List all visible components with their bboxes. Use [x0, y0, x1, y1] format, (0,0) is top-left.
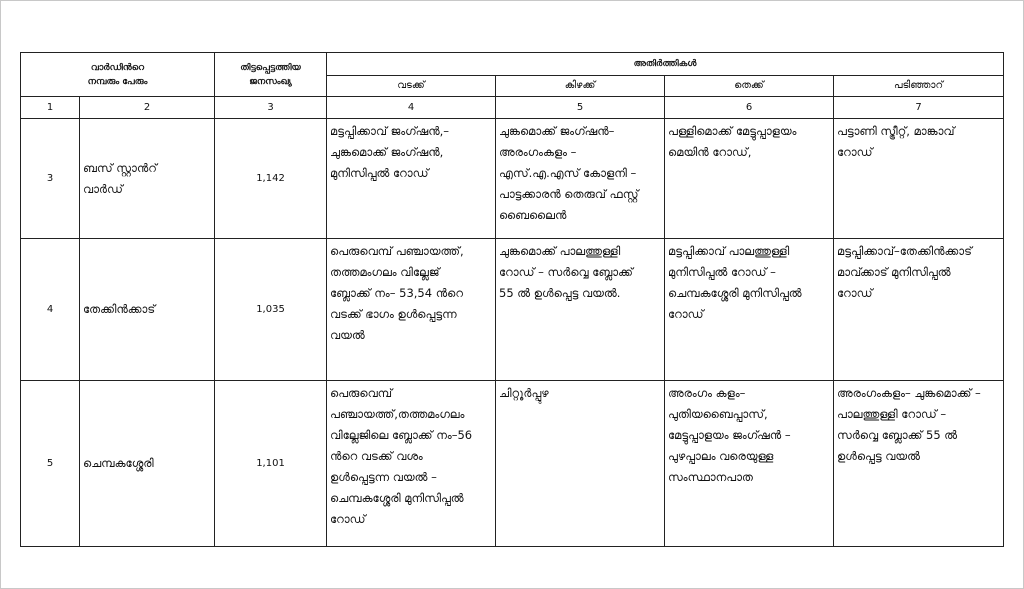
column-number: 2	[80, 97, 215, 119]
east-boundary: ചുങ്കമൊക്ക് ജംഗ്ഷൻ– അരംഗംകളം – എസ്.എ.എസ് കോളനി – പാട്ടക്കാരൻ തെരുവ് ഫസ്റ്റ് ബൈലൈൻ	[496, 119, 665, 239]
east-boundary: ചുങ്കമൊക്ക് പാലത്തുള്ളി റോഡ് – സർവ്വെ ബ്ലോക്ക് 55 ൽ ഉൾപ്പെട്ട വയൽ.	[496, 239, 665, 381]
south-boundary: പള്ളിമൊക്ക് മേട്ടുപ്പാളയം മെയിൻ റോഡ്,	[665, 119, 834, 239]
ward-name: ബസ് സ്റ്റാൻറ് വാർഡ്	[80, 119, 215, 239]
east-boundary: ചിറ്റൂർപ്പുഴ	[496, 381, 665, 547]
column-number: 3	[215, 97, 327, 119]
ward-name: തേക്കിൻക്കാട്	[80, 239, 215, 381]
table-row	[21, 381, 1004, 547]
ward-number: 3	[21, 119, 80, 239]
west-boundary: അരംഗംകളം– ചുങ്കമൊക്ക് – പാലത്തുള്ളി റോഡ് – സർവ്വെ ബ്ലോക്ക് 55 ൽ ഉൾപ്പെട്ട വയൽ	[834, 381, 1004, 547]
ward-number: 4	[21, 239, 80, 381]
header-boundaries: അതിർത്തികൾ	[327, 53, 1004, 76]
ward-name: ചെമ്പകശ്ശേരി	[80, 381, 215, 547]
header-north: വടക്ക്	[327, 76, 496, 97]
table-row	[21, 239, 1004, 381]
header-population: തിട്ടപ്പെട്ടത്തിയ ജനസംഖ്യ	[215, 53, 327, 97]
north-boundary: പെരുവെമ്പ് പഞ്ചായത്ത്, തത്തമംഗലം വില്ലേജ് ബ്ലോക്ക് നം– 53,54 ൻറെ വടക്ക് ഭാഗം ഉൾപ്പെട്ടന്ന വയൽ	[327, 239, 496, 381]
column-number-row	[21, 97, 1004, 119]
header-east: കിഴക്ക്	[496, 76, 665, 97]
column-number: 7	[834, 97, 1004, 119]
ward-boundaries-table	[20, 52, 1004, 547]
north-boundary: മട്ടപ്പിക്കാവ് ജംഗ്ഷൻ,– ചുങ്കമൊക്ക് ജംഗ്ഷൻ, മുനിസിപ്പൽ റോഡ്	[327, 119, 496, 239]
west-boundary: മട്ടപ്പിക്കാവ്–തേക്കിൻക്കാട് മാവ്ക്കാട് മുനിസിപ്പൽ റോഡ്	[834, 239, 1004, 381]
north-boundary: പെരുവെമ്പ് പഞ്ചായത്ത്,തത്തമംഗലം വില്ലേജിലെ ബ്ലോക്ക് നം–56 ൻറെ വടക്ക് വശം ഉൾപ്പെട്ടന്ന വയൽ – ചെമ്പകശ്ശേരി മുനിസിപ്പൽ റോഡ്	[327, 381, 496, 547]
header-ward-name-number: വാർഡിൻറെ നമ്പരും പേരും	[21, 53, 215, 97]
header-south: തെക്ക്	[665, 76, 834, 97]
column-number: 4	[327, 97, 496, 119]
ward-population: 1,035	[215, 239, 327, 381]
column-number: 6	[665, 97, 834, 119]
column-number: 5	[496, 97, 665, 119]
ward-population: 1,142	[215, 119, 327, 239]
south-boundary: മട്ടപ്പിക്കാവ് പാലത്തുള്ളി മുനിസിപ്പൽ റോഡ് – ചെമ്പകശ്ശേരി മുനിസിപ്പൽ റോഡ്	[665, 239, 834, 381]
ward-number: 5	[21, 381, 80, 547]
header-west: പടിഞ്ഞാറ്	[834, 76, 1004, 97]
ward-population: 1,101	[215, 381, 327, 547]
west-boundary: പട്ടാണി സ്ട്രീറ്റ്, മാങ്കാവ് റോഡ്	[834, 119, 1004, 239]
column-number: 1	[21, 97, 80, 119]
table-row	[21, 119, 1004, 239]
south-boundary: അരംഗം കളം– പുതിയബൈപ്പാസ്, മേട്ടുപ്പാളയം ജംഗ്ഷൻ – പുഴപ്പാലം വരെയുള്ള സംസ്ഥാനപാത	[665, 381, 834, 547]
